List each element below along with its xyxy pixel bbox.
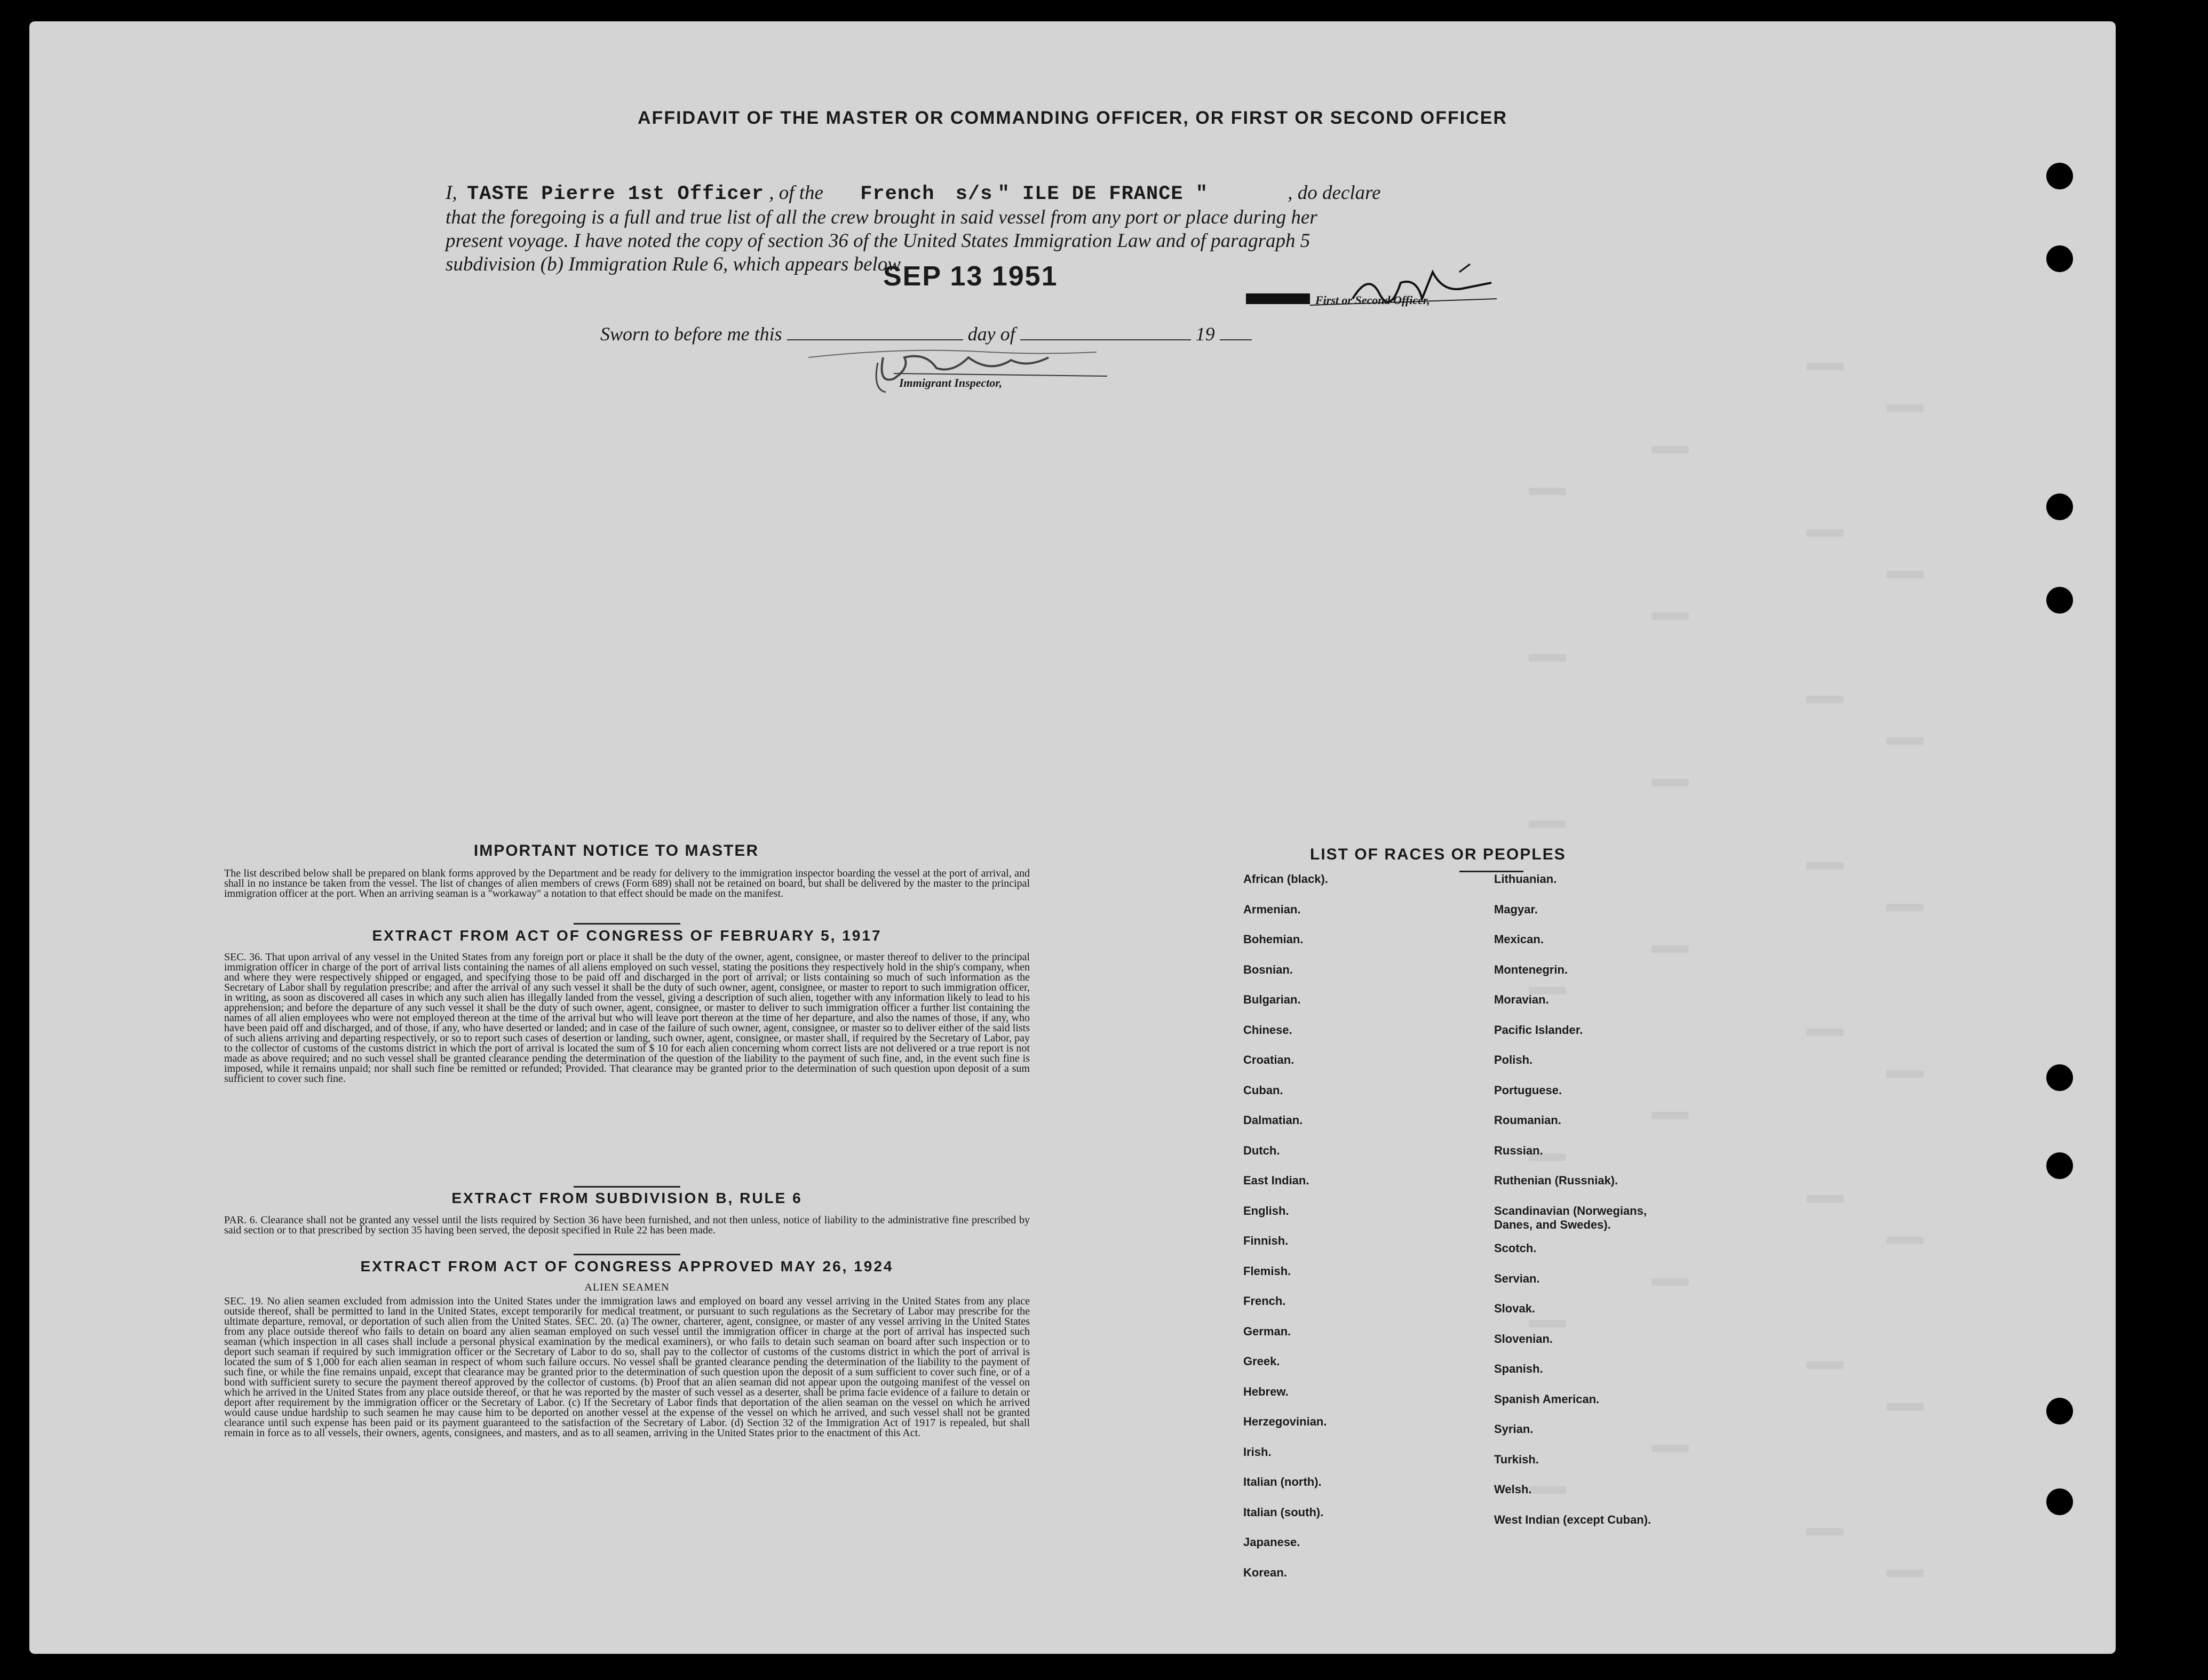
bleed-through-mark	[1806, 696, 1844, 703]
of-the-text: , of the	[769, 182, 823, 204]
punch-hole	[2046, 1064, 2073, 1091]
notice-title: IMPORTANT NOTICE TO MASTER	[473, 842, 759, 859]
race-item: Bulgarian.	[1243, 993, 1301, 1006]
bleed-through-mark	[1806, 529, 1844, 537]
declaration-line-4: subdivision (b) Immigration Rule 6, which appears below	[446, 253, 901, 275]
race-item: Bosnian.	[1243, 962, 1293, 976]
race-item: Irish.	[1243, 1445, 1272, 1459]
race-item: Spanish.	[1494, 1362, 1543, 1375]
race-item: Greek.	[1243, 1355, 1280, 1368]
race-item: Hebrew.	[1243, 1384, 1289, 1398]
extract-1917-body: SEC. 36. That upon arrival of any vessel in the United States from any foreign port or place it shall be the duty of the owner, agent, consignee, or master thereof to deliver to the principal immigration officer in charge of the port of arrival lists containing the names of all aliens employed on such vessel, stating the positions they respectively hold in the ship's company, when and where they were respectively shipped or engaged, and specifying those to be paid off and discharged in the port of arrival; or lists containing so much of such information as the Secretary of Labor shall by regulation prescribe; and after the arrival of any such vessel it shall be the duty of such owner, agent, consignee, or master to report to such immigration officer, in writing, as soon as discovered all cases in which any such alien has illegally landed from the vessel, giving a description of such alien, together with any information likely to lead to his apprehension; and before the departure of any such vessel it shall be the duty of such owner, agent, consignee, or master to deliver to such immigration officer a further list containing the names of all alien employees who were not employed thereon at the time of the arrival but who will leave port thereon at the time of her departure, and also the names of those, if any, who have been paid off and discharged, and of those, if any, who have deserted or landed; and in case of the failure of such owner, agent, consignee, or master so to deliver either of the said lists of such aliens arriving and departing respectively, or so to report such cases of desertion or landing, such owner, agent, consignee, or master shall, if required by the Secretary of Labor, pay to the collector of customs of the customs district in which the port of arrival is located the sum of $ 10 for each alien concerning whom correct lists are not delivered or a true report is not made as above required; and no such vessel shall be granted clearance pending the determination of the question of the liability to the payment of such fine, and, in the event such fine is imposed, while it remains unpaid; nor shall such fine be remitted or refunded; Provided. That clearance may be granted prior to the determination of such question upon deposit of a sum sufficient to cover such fine.	[224, 951, 1030, 1085]
extract-rule6-body: PAR. 6. Clearance shall not be granted any vessel until the lists required by Section 36 have been furnished, and not then unless, notice of liability to the administrative fine prescribed by said section or to that prescribed by section 35 having been served, the deposit specified in Rule 22 has been made.	[224, 1214, 1030, 1236]
punch-hole	[2046, 245, 2073, 272]
race-item: Slovak.	[1494, 1302, 1536, 1315]
bleed-through-mark	[1806, 1361, 1844, 1369]
bleed-through-mark	[1651, 612, 1689, 620]
declaration-line-1	[446, 181, 1491, 206]
race-item: Italian (south).	[1243, 1505, 1324, 1519]
race-item: Spanish American.	[1494, 1392, 1600, 1406]
race-item: Slovenian.	[1494, 1332, 1553, 1345]
inspector-signature	[798, 336, 1118, 400]
race-item: West Indian (except Cuban).	[1494, 1512, 1651, 1526]
race-item: Turkish.	[1494, 1452, 1539, 1466]
bleed-through-mark	[1806, 363, 1844, 370]
officer-name: TASTE Pierre 1st Officer	[467, 183, 764, 205]
race-item: Herzegovinian.	[1243, 1415, 1327, 1428]
bleed-through-mark	[1651, 1445, 1689, 1452]
race-item: Portuguese.	[1494, 1083, 1562, 1097]
race-item: Croatian.	[1243, 1053, 1294, 1066]
bleed-through-mark	[1529, 1486, 1566, 1494]
race-item: Pacific Islander.	[1494, 1023, 1583, 1037]
bleed-through-mark	[1886, 1070, 1924, 1078]
race-item: Dutch.	[1243, 1143, 1280, 1157]
year-prefix: 19	[1195, 323, 1215, 345]
vessel-prefix: s/s	[955, 183, 993, 205]
race-item: Montenegrin.	[1494, 962, 1568, 976]
divider	[574, 923, 680, 925]
race-item: Cuban.	[1243, 1083, 1283, 1097]
punch-hole	[2046, 1488, 2073, 1515]
bleed-through-mark	[1529, 1320, 1566, 1327]
bleed-through-mark	[1886, 404, 1924, 412]
race-item: Japanese.	[1243, 1535, 1300, 1549]
race-item: Armenian.	[1243, 902, 1301, 916]
race-item: Italian (north).	[1243, 1475, 1322, 1488]
race-item: Lithuanian.	[1494, 872, 1557, 886]
inspector-caption: Immigrant Inspector,	[899, 376, 1003, 389]
notice-body: The list described below shall be prepared on blank forms approved by the Department and be ready for delivery to the immigration inspector boarding the vessel at the port of arrival, and shall in no instance be taken from the vessel. The list of changes of alien members of crews (Form 689) shall not be retained on board, but shall be delivered by the master to the principal immigration officer at the port. When an arriving seaman is a "workaway" a notation to that effect should be made on the manifest.	[224, 867, 1030, 899]
race-item: Dalmatian.	[1243, 1113, 1303, 1127]
race-item: African (black).	[1243, 872, 1328, 886]
race-item: Welsh.	[1494, 1483, 1532, 1496]
bleed-through-mark	[1651, 1278, 1689, 1286]
bleed-through-mark	[1529, 488, 1566, 495]
punch-hole	[2046, 1152, 2073, 1179]
extract-rule6-title: EXTRACT FROM SUBDIVISION B, RULE 6	[451, 1190, 803, 1206]
bleed-through-mark	[1886, 1237, 1924, 1244]
bleed-through-mark	[1651, 446, 1689, 453]
race-item: Korean.	[1243, 1565, 1287, 1579]
officer-caption: First or Second Officer,	[1315, 293, 1430, 307]
declaration-line-3: present voyage. I have noted the copy of section 36 of the United States Immigration Law and of paragraph 5	[446, 230, 1310, 252]
race-item: Scotch.	[1494, 1241, 1537, 1255]
race-item: Syrian.	[1494, 1422, 1534, 1436]
punch-hole	[2046, 587, 2073, 614]
nationality: French	[860, 183, 935, 205]
bleed-through-mark	[1806, 1195, 1844, 1203]
race-item: Ruthenian (Russniak).	[1494, 1174, 1618, 1187]
extract-1924-title: EXTRACT FROM ACT OF CONGRESS APPROVED MAY 26, 1924	[360, 1258, 894, 1275]
races-title: LIST OF RACES OR PEOPLES	[1310, 846, 1566, 863]
bleed-through-mark	[1651, 945, 1689, 953]
date-stamp: SEP 13 1951	[883, 261, 1058, 292]
bleed-through-mark	[1806, 862, 1844, 870]
race-item: Bohemian.	[1243, 933, 1304, 946]
extract-1924-body: SEC. 19. No alien seamen excluded from admission into the United States under the immigration laws and employed on board any vessel arriving in the United States from any place outside thereof, shall be permitted to land in the United States, except temporarily for medical treatment, or pursuant to such regulations as the Secretary of Labor may prescribe for the ultimate departure, removal, or deportation of such alien from the United States. SEC. 20. (a) The owner, charterer, agent, consignee, or master of any vessel arriving in the United States from any place outside thereof who fails to detain on board any alien seaman employed on such vessel until the immigration officer in charge at the port of arrival has inspected such seaman (which inspection in all cases shall include a personal physical examination by the medical examiners), or who fails to detain such seaman on board after such inspection or to deport such seaman if required by such immigration officer or the Secretary of Labor to do so, shall pay to the collector of customs of the customs district in which the port of arrival is located the sum of $ 1,000 for each alien seaman in respect of whom such failure occurs. No vessel shall be granted clearance pending the determination of the liability to the payment of such fine, or while the fine remains unpaid, except that clearance may be granted prior to the determination of such question upon the deposit of a sum sufficient to cover such fine, or of a bond with sufficient surety to secure the payment thereof approved by the collector of customs. (b) Proof that an alien seaman did not appear upon the outgoing manifest of the vessel on which he arrived in the United States from any place outside thereof, or that he was reported by the master of such vessel as a deserter, shall be prima facie evidence of a failure to detain or deport after requirement by the immigration officer or the Secretary of Labor. (c) If the Secretary of Labor finds that deportation of the alien seaman on the vessel on which he arrived would cause undue hardship to such seamen he may cause him to be deported on another vessel at the expense of the vessel on which he arrived, and such vessel shall not be granted clearance until such expense has been paid or its payment guaranteed to the satisfaction of the Secretary of Labor. (d) Section 32 of the Immigration Act of 1917 is repealed, but shall remain in force as to all vessels, their owners, agents, consignees, and masters, and as to all seamen, arriving in the United States prior to the enactment of this Act.	[224, 1295, 1030, 1439]
race-item: Moravian.	[1494, 993, 1549, 1006]
punch-hole	[2046, 1398, 2073, 1424]
race-item: Scandinavian (Norwegians, Danes, and Swedes).	[1494, 1204, 1647, 1231]
bleed-through-mark	[1886, 571, 1924, 578]
race-item: German.	[1243, 1324, 1291, 1338]
race-item: Mexican.	[1494, 933, 1544, 946]
divider	[574, 1254, 680, 1255]
race-item: Servian.	[1494, 1271, 1540, 1285]
race-item: Finnish.	[1243, 1234, 1289, 1247]
declaration-i: I,	[446, 182, 457, 204]
bleed-through-mark	[1886, 737, 1924, 745]
bleed-through-mark	[1886, 1403, 1924, 1411]
race-item: Roumanian.	[1494, 1113, 1561, 1127]
bleed-through-mark	[1886, 1570, 1924, 1577]
day-of-text: day of	[967, 323, 1015, 345]
vessel-name: " ILE DE FRANCE "	[997, 183, 1209, 205]
bleed-through-mark	[1529, 654, 1566, 662]
extract-1917-title: EXTRACT FROM ACT OF CONGRESS OF FEBRUARY 5, 1917	[372, 927, 882, 944]
race-item: French.	[1243, 1294, 1286, 1308]
extract-1924-subtitle: ALIEN SEAMEN	[584, 1281, 670, 1293]
race-item: Polish.	[1494, 1053, 1533, 1066]
punch-hole	[2046, 493, 2073, 520]
bleed-through-mark	[1806, 1029, 1844, 1036]
race-item: Flemish.	[1243, 1264, 1291, 1278]
punch-hole	[2046, 163, 2073, 189]
race-item: Magyar.	[1494, 902, 1538, 916]
bleed-through-mark	[1806, 1528, 1844, 1535]
race-item: East Indian.	[1243, 1174, 1309, 1187]
divider	[574, 1186, 680, 1188]
sworn-text: Sworn to before me this	[600, 323, 782, 345]
do-declare-text: , do declare	[1288, 182, 1381, 204]
bleed-through-mark	[1886, 904, 1924, 911]
bleed-through-mark	[1651, 1112, 1689, 1119]
bleed-through-mark	[1529, 821, 1566, 828]
document-page	[29, 21, 2116, 1654]
race-item: Chinese.	[1243, 1023, 1292, 1037]
affidavit-title: AFFIDAVIT OF THE MASTER OR COMMANDING OFFICER, OR FIRST OR SECOND OFFICER	[638, 108, 1507, 128]
officer-signature	[1241, 261, 1507, 320]
bleed-through-mark	[1651, 779, 1689, 786]
declaration-line-2: that the foregoing is a full and true list of all the crew brought in said vessel from any port or place during her	[446, 206, 1317, 228]
race-item: Russian.	[1494, 1143, 1543, 1157]
race-item: English.	[1243, 1204, 1289, 1217]
